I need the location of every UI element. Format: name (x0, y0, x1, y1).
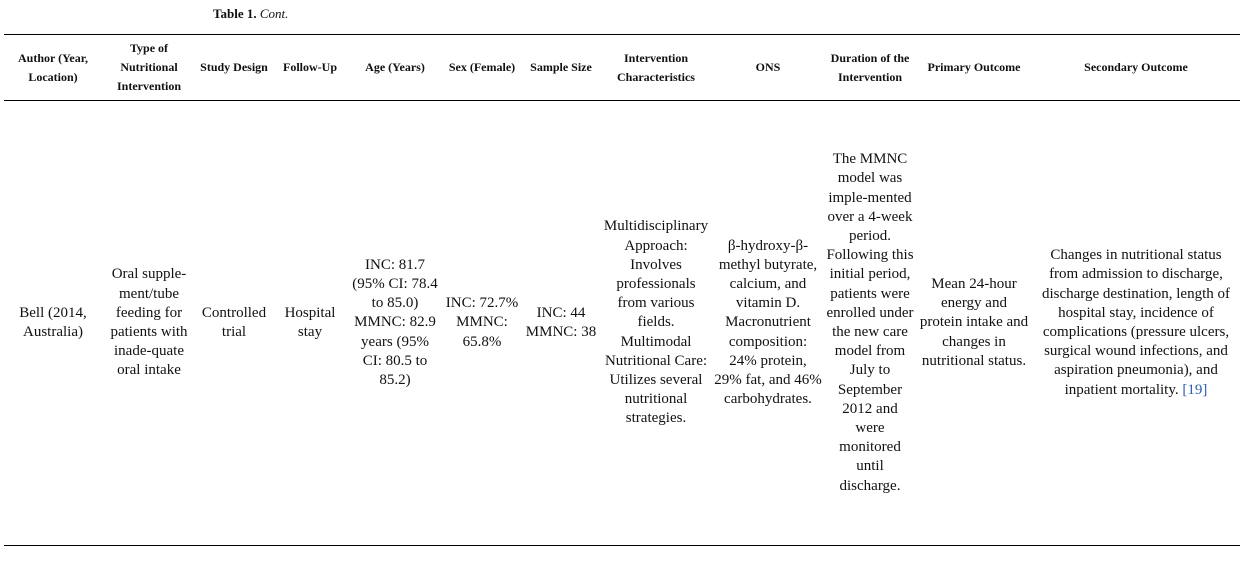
header-type: Type of Nutritional Intervention (117, 41, 181, 93)
header-row (4, 35, 1240, 101)
header-sample: Sample Size (530, 60, 592, 74)
header-author: Author (Year, Location) (17, 50, 88, 84)
header-characteristics: Intervention Characteristics (617, 50, 695, 84)
header-followup: Follow-Up (283, 60, 337, 74)
header-secondary: Secondary Outcome (1084, 60, 1188, 74)
cell-characteristics: Multidisciplinary Approach: Involves professionals from various fields. Multimodal Nutritional Care: Utilizes several nutritional strategies. (603, 218, 709, 427)
secondary-text: Changes in nutritional status from admission to discharge, discharge destination, length of hospital stay, incidence of complications (pressure ulcers, surgical wound infections, and aspiration pneumonia), and inpatient mortality. (1041, 247, 1230, 398)
table-label: Table 1. (213, 6, 257, 21)
cell-author: Bell (2014, Australia) (19, 304, 87, 340)
cell-age: INC: 81.7 (95% CI: 78.4 to 85.0) MMNC: 82.9 years (95% CI: 80.5 to 85.2) (352, 256, 438, 388)
cell-sample: INC: 44 MMNC: 38 (525, 304, 597, 340)
cell-sex: INC: 72.7% MMNC: 65.8% (445, 295, 519, 350)
cell-ons: β-hydroxy-β-methyl butyrate, calcium, and vitamin D. Macronutrient composition: 24% protein, 29% fat, and 46% carbohydrates. (714, 237, 822, 408)
header-ons: ONS (755, 60, 781, 74)
table-row (4, 101, 1240, 546)
header-age: Age (Years) (365, 60, 425, 74)
cell-duration: The MMNC model was imple-mented over a 4-week period. Following this initial period, patients were enrolled under the new care model from July to September 2012 and were monitored until discharge. (826, 151, 914, 494)
study-table (4, 34, 1240, 546)
cell-design: Controlled trial (201, 304, 267, 340)
header-sex: Sex (Female) (448, 60, 516, 74)
table-caption-text: Cont. (259, 6, 289, 21)
cell-type: Oral supple-ment/tube feeding for patients with inade-quate oral intake (110, 266, 188, 379)
cell-secondary (1032, 101, 1240, 546)
reference-link[interactable]: [19] (1182, 381, 1208, 398)
header-duration: Duration of the Intervention (830, 50, 910, 84)
table-caption (213, 6, 288, 22)
cell-followup: Hospital stay (284, 304, 336, 340)
header-primary: Primary Outcome (927, 60, 1021, 74)
cell-primary: Mean 24-hour energy and protein intake and changes in nutritional status. (919, 275, 1029, 369)
header-design: Study Design (200, 60, 268, 74)
